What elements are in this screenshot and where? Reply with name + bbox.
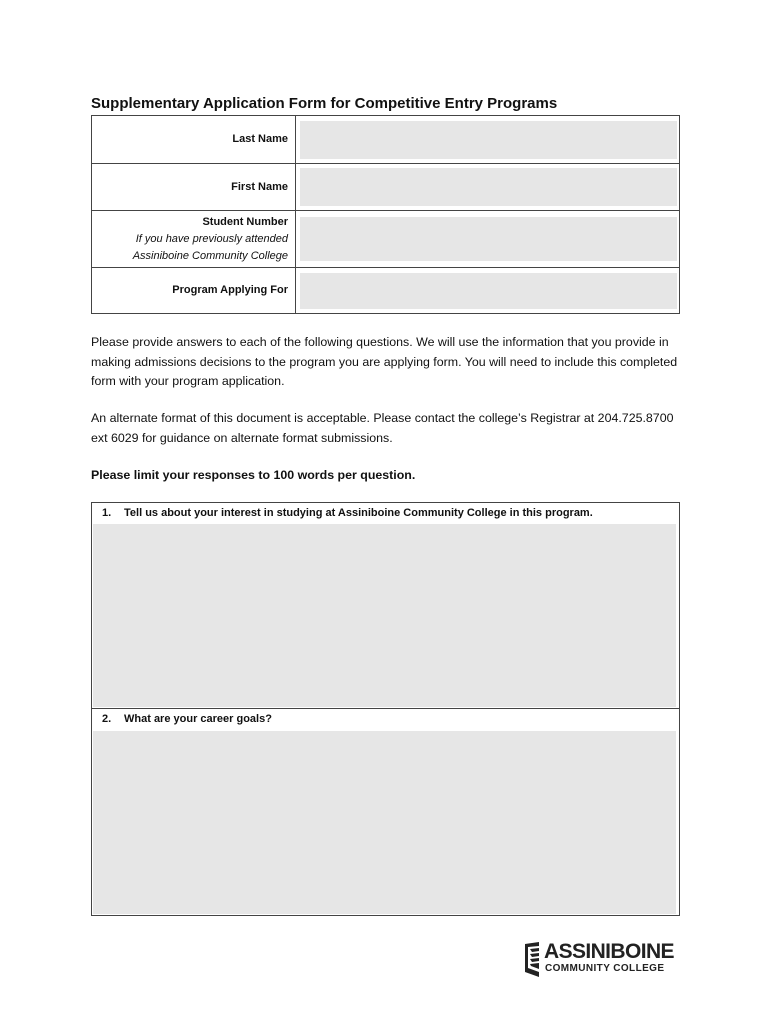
instructions-paragraph: Please provide answers to each of the following questions. We will use the information that you provide in making admissions decisions to the program you are applying form. You will need to include this completed form with your program application.	[91, 335, 678, 388]
alternate-format-paragraph: An alternate format of this document is acceptable. Please contact the college’s Registrar at 204.725.8700 ext 6029 for guidance on alternate format submissions.	[91, 411, 674, 445]
last-name-label: Last Name	[92, 116, 296, 164]
program-applying-field[interactable]	[300, 273, 677, 309]
first-name-label: First Name	[92, 164, 296, 211]
word-limit-note: Please limit your responses to 100 words per question.	[91, 468, 416, 482]
last-name-row	[92, 116, 680, 164]
first-name-row	[92, 164, 680, 211]
question-2-number: 2.	[102, 713, 112, 725]
student-number-label-cell	[92, 211, 296, 268]
logo-name: ASSINIBOINE	[544, 940, 674, 963]
student-number-row	[92, 211, 680, 268]
student-number-note-line1: If you have previously attended	[135, 232, 288, 245]
student-number-label: Student Number	[202, 215, 288, 228]
program-applying-label: Program Applying For	[92, 268, 296, 314]
question-2-text: What are your career goals?	[124, 713, 272, 725]
student-number-field[interactable]	[300, 217, 677, 261]
question-1-text: Tell us about your interest in studying at Assiniboine Community College in this program.	[124, 507, 593, 519]
logo-emblem-icon	[524, 942, 540, 978]
question-2-answer-area[interactable]	[93, 731, 676, 914]
question-2-heading	[92, 709, 679, 729]
student-number-note-line2: Assiniboine Community College	[132, 249, 288, 262]
question-1-box	[91, 502, 680, 709]
question-1-number: 1.	[102, 507, 112, 519]
college-logo	[524, 940, 684, 980]
logo-subtitle: COMMUNITY COLLEGE	[545, 963, 665, 974]
first-name-field[interactable]	[300, 168, 677, 206]
question-1-answer-area[interactable]	[93, 524, 676, 707]
last-name-field[interactable]	[300, 121, 677, 159]
question-2-box	[91, 708, 680, 916]
applicant-info-table	[91, 115, 680, 314]
question-1-heading	[92, 503, 679, 523]
program-row	[92, 268, 680, 314]
form-title: Supplementary Application Form for Competitive Entry Programs	[91, 95, 558, 112]
